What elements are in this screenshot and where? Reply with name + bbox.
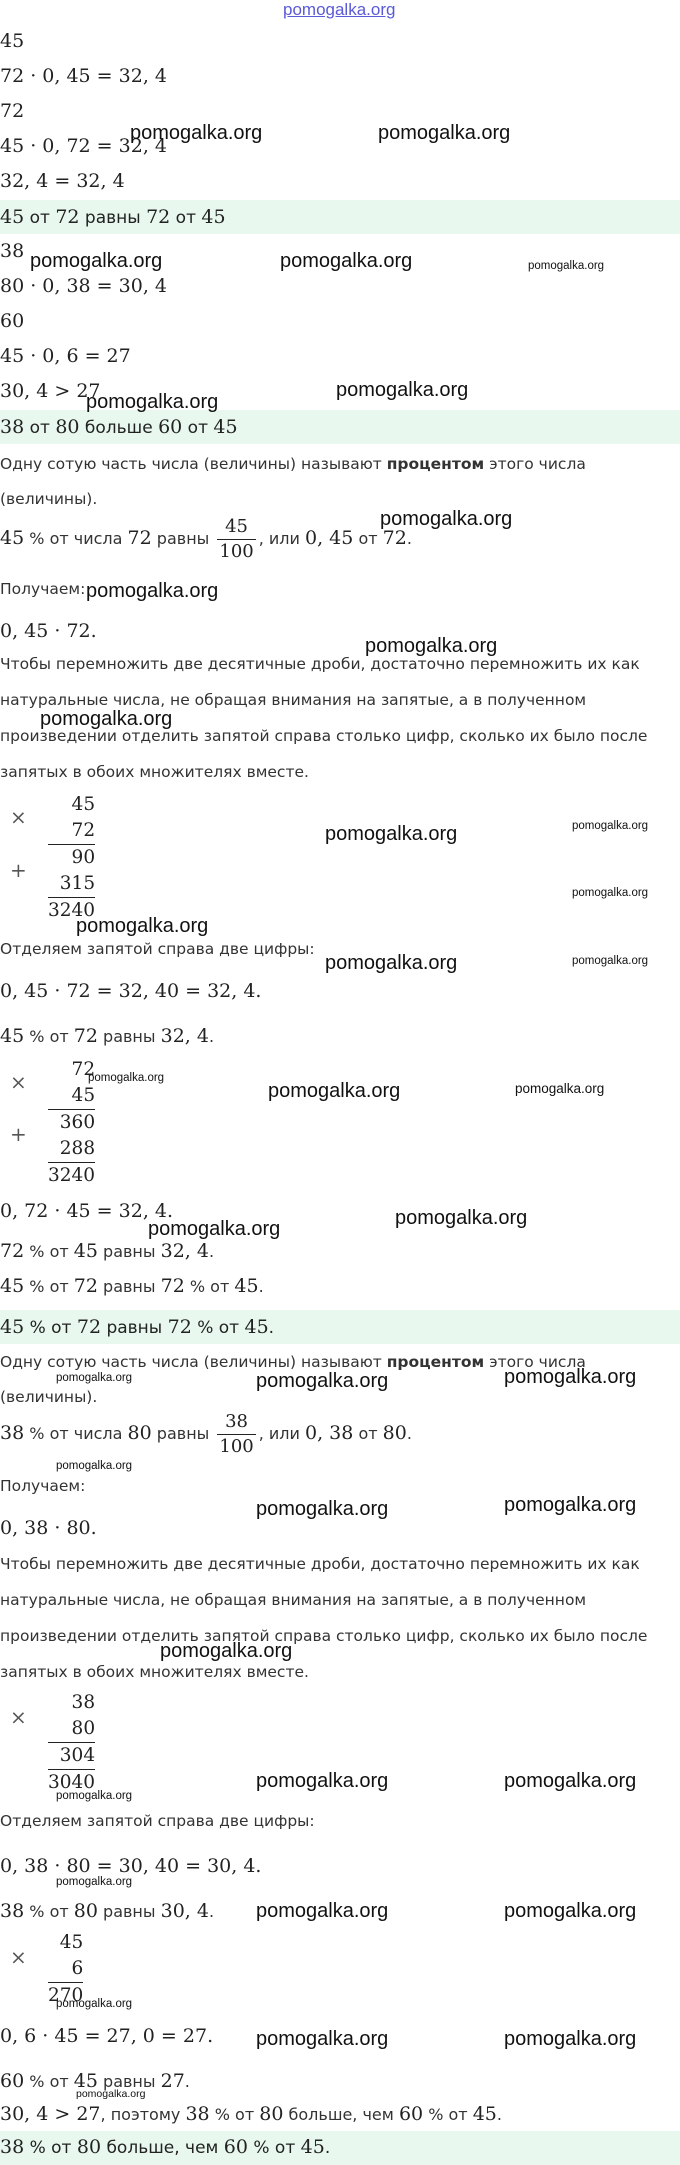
highlight-answer: 45 % от 72 равны 72 % от 45. <box>0 1316 275 1338</box>
watermark: pomogalka.org <box>572 887 649 899</box>
math-line: 60 <box>0 310 25 332</box>
watermark: pomogalka.org <box>325 952 458 974</box>
definition-text: Одну сотую часть числа (величины) называют процентом этого числа <box>0 455 586 473</box>
watermark: pomogalka.org <box>148 1218 281 1240</box>
watermark: pomogalka.org <box>256 1770 389 1792</box>
watermark: pomogalka.org <box>76 2088 146 2100</box>
rule-text: произведении отделить запятой справа столько цифр, сколько их было после <box>0 727 648 745</box>
watermark: pomogalka.org <box>395 1207 528 1229</box>
watermark: pomogalka.org <box>325 823 458 845</box>
column-multiplication: 38 80 304 3040 <box>48 1692 96 1793</box>
watermark: pomogalka.org <box>160 1640 293 1662</box>
math-line: 0, 6 · 45 = 27, 0 = 27. <box>0 2025 214 2047</box>
watermark: pomogalka.org <box>572 955 649 967</box>
rule-text: запятых в обоих множителях вместе. <box>0 763 309 781</box>
math-line: 0, 45 · 72. <box>0 620 97 642</box>
math-line: 30, 4 > 27 <box>0 380 101 402</box>
watermark: pomogalka.org <box>280 250 413 272</box>
watermark: pomogalka.org <box>256 1498 389 1520</box>
math-line: 45 <box>0 30 25 52</box>
math-line: 45 · 0, 72 = 32, 4 <box>0 135 167 157</box>
watermark: pomogalka.org <box>56 1876 133 1888</box>
watermark: pomogalka.org <box>40 708 173 730</box>
times-icon: × <box>10 1945 27 1969</box>
highlight-answer: 38 от 80 больше 60 от 45 <box>0 416 238 438</box>
rule-text: Чтобы перемножить две десятичные дроби, достаточно перемножить их как <box>0 1555 640 1573</box>
times-icon: × <box>10 1705 27 1729</box>
watermark: pomogalka.org <box>268 1080 401 1102</box>
definition-text: (величины). <box>0 1388 98 1406</box>
highlight-answer: 38 % от 80 больше, чем 60 % от 45. <box>0 2136 331 2158</box>
math-line: 0, 38 · 80. <box>0 1517 97 1539</box>
text-line: Отделяем запятой справа две цифры: <box>0 1812 315 1830</box>
site-header-link[interactable]: pomogalka.org <box>283 0 396 19</box>
math-line: 32, 4 = 32, 4 <box>0 170 125 192</box>
watermark: pomogalka.org <box>56 1790 133 1802</box>
math-line: 0, 38 · 80 = 30, 40 = 30, 4. <box>0 1855 262 1877</box>
plus-icon: + <box>10 1122 27 1146</box>
watermark: pomogalka.org <box>336 379 469 401</box>
watermark: pomogalka.org <box>30 250 163 272</box>
watermark: pomogalka.org <box>504 2028 637 2050</box>
math-line: 80 · 0, 38 = 30, 4 <box>0 275 167 297</box>
text-line: Отделяем запятой справа две цифры: <box>0 940 315 958</box>
times-icon: × <box>10 805 27 829</box>
watermark: pomogalka.org <box>515 1081 605 1096</box>
rule-text: Чтобы перемножить две десятичные дроби, достаточно перемножить их как <box>0 655 640 673</box>
watermark: pomogalka.org <box>365 635 498 657</box>
definition-text: (величины). <box>0 490 98 508</box>
rule-text: произведении отделить запятой справа столько цифр, сколько их было после <box>0 1627 648 1645</box>
watermark: pomogalka.org <box>504 1494 637 1516</box>
percent-statement: 45 % от 72 равны 32, 4. <box>0 1025 215 1047</box>
math-line: 0, 45 · 72 = 32, 40 = 32, 4. <box>0 980 262 1002</box>
watermark: pomogalka.org <box>528 260 605 272</box>
percent-statement: 45 % от числа 72 равны $\frac{45}{100}$ , или 0, 45 от 72. <box>0 516 412 562</box>
fraction: $\frac{38}{100}$ <box>219 1411 254 1457</box>
percent-statement: 38 % от числа 80 равны $\frac{38}{100}$ , или 0, 38 от 80. <box>0 1411 412 1457</box>
watermark: pomogalka.org <box>88 1072 165 1084</box>
math-line: 45 · 0, 6 = 27 <box>0 345 131 367</box>
fraction: $\frac{45}{100}$ <box>219 516 254 562</box>
math-line: 0, 72 · 45 = 32, 4. <box>0 1200 174 1222</box>
watermark: pomogalka.org <box>380 508 513 530</box>
definition-text: Одну сотую часть числа (величины) называют процентом этого числа <box>0 1353 586 1371</box>
percent-statement: 38 % от 80 равны 30, 4. <box>0 1900 215 1922</box>
highlight-answer: 45 от 72 равны 72 от 45 <box>0 206 226 228</box>
math-line: 72 · 0, 45 = 32, 4 <box>0 65 167 87</box>
watermark: pomogalka.org <box>76 915 209 937</box>
watermark: pomogalka.org <box>56 1372 133 1384</box>
percent-statement: 72 % от 45 равны 32, 4. <box>0 1240 215 1262</box>
column-multiplication: 45 6 270 <box>48 1932 84 2006</box>
watermark: pomogalka.org <box>378 122 511 144</box>
math-line: 72 <box>0 100 25 122</box>
rule-text: натуральные числа, не обращая внимания на запятые, а в полученном <box>0 1591 587 1609</box>
watermark: pomogalka.org <box>130 122 263 144</box>
watermark: pomogalka.org <box>504 1770 637 1792</box>
rule-text: запятых в обоих множителях вместе. <box>0 1663 309 1681</box>
watermark: pomogalka.org <box>504 1900 637 1922</box>
text-line: Получаем: <box>0 1477 86 1495</box>
conclusion-statement: 30, 4 > 27, поэтому 38 % от 80 больше, чем 60 % от 45. <box>0 2103 502 2125</box>
text-line: Получаем: <box>0 580 86 598</box>
times-icon: × <box>10 1070 27 1094</box>
watermark: pomogalka.org <box>504 1366 637 1388</box>
watermark: pomogalka.org <box>256 1370 389 1392</box>
percent-statement: 60 % от 45 равны 27. <box>0 2070 190 2092</box>
watermark: pomogalka.org <box>86 391 219 413</box>
column-multiplication: 72 45 360 288 3240 <box>48 1059 96 1186</box>
column-multiplication: 45 72 90 315 3240 <box>48 794 96 921</box>
watermark: pomogalka.org <box>56 1460 133 1472</box>
watermark: pomogalka.org <box>572 820 649 832</box>
watermark: pomogalka.org <box>86 580 219 602</box>
watermark: pomogalka.org <box>256 1900 389 1922</box>
percent-statement: 45 % от 72 равны 72 % от 45. <box>0 1275 264 1297</box>
rule-text: натуральные числа, не обращая внимания на запятые, а в полученном <box>0 691 587 709</box>
plus-icon: + <box>10 858 27 882</box>
watermark: pomogalka.org <box>56 1998 133 2010</box>
watermark: pomogalka.org <box>256 2028 389 2050</box>
math-line: 38 <box>0 240 25 262</box>
